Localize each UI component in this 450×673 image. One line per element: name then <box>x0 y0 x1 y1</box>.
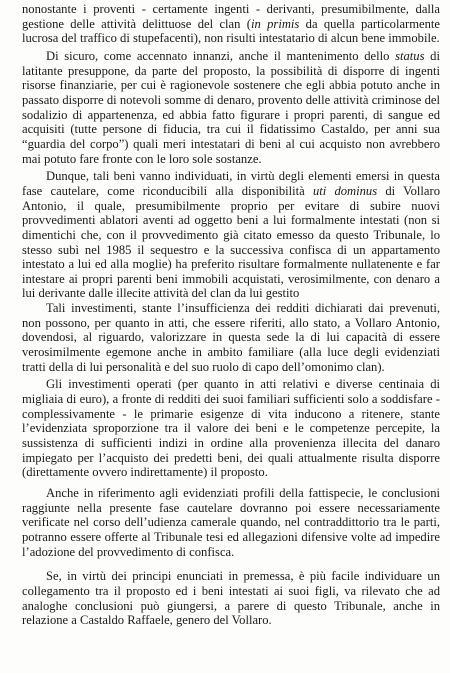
paragraph-1-text-a: nonostante i proventi - certamente ingenti - derivanti, presumibilmente, dalla gestione delle attività delittuose del clan ( <box>22 2 440 31</box>
paragraph-3-text-b: di Vollaro Antonio, il quale, presumibilmente proprio per evitare di subire nuovi provvedimenti ablatori aventi ad oggetto beni a lui formalmente intestati (non si dimentichi che, con il provvedimento già citato emesso da questo Tribunale, lo stesso subì nel 1985 il sequestro e la successiva confisca di un appartamento intestato a lui ed alla moglie) ha preferito risultare formalmente nullatenente e far intestare ai propri parenti beni immobili acquistati, verosimilmente, con denaro a lui derivante dalle illecite attività del clan da lui gestito <box>22 183 440 301</box>
paragraph-7: Se, in virtù dei principi enunciati in premessa, è più facile individuare un collegamento tra il proposto ed i beni intestati ai suoi figli, va rilevato che ad analoghe conclusioni può giungersi, a parere di questo Tribunale, anche in relazione a Castaldo Raffaele, genero del Vollaro. <box>22 569 440 628</box>
paragraph-2-text-b: di latitante presuppone, da parte del proposto, la possibilità di disporre di ingenti risorse finanziarie, per cui è ragionevole sostenere che egli abbia potuto anche in passato disporre di notevoli somme di denaro, provento delle attività criminose del sodalizio di appartenenza, ed abbia fatto figurare i propri parenti, di sangue ed acquisiti (tutte persone di fiducia, tra cui il fidatissimo Castaldo, per anni sua “guardia del corpo”) quali meri intestatari di beni al cui acquisto non avrebbero mai potuto fare fronte con le loro sole sostanze. <box>22 48 440 166</box>
paragraph-3 <box>22 169 440 301</box>
paragraph-2-italic: status <box>395 48 425 63</box>
paragraph-3-italic: uti dominus <box>312 183 378 198</box>
paragraph-1 <box>22 2 440 46</box>
paragraph-2-text-a: Di sicuro, come accennato innanzi, anche il mantenimento dello <box>46 48 396 63</box>
paragraph-1-italic: in primis <box>250 16 300 31</box>
paragraph-3-text-a: Dunque, tali beni vanno individuati, in virtù degli elementi emersi in questa fase cautelare, come riconducibili alla disponibilità <box>22 169 440 198</box>
paragraph-2 <box>22 49 440 166</box>
document-text <box>22 2 440 628</box>
paragraph-5: Gli investimenti operati (per quanto in atti relativi e diverse centinaia di migliaia di euro), a fronte di redditi dei suoi familiari sufficienti solo a soddisfare - complessivamente - le primarie esigenze di vita inducono a ritenere, stante l’evidenziata sproporzione tra il valore dei beni e le competenze percepite, la sussistenza di sufficienti indizi in ordine alla provenienza illecita del danaro impiegato per l’acquisto dei predetti beni, dei quali attualmente risulta disporre (direttamente ovvero indirettamente) il proposto. <box>22 377 440 480</box>
paragraph-6: Anche in riferimento agli evidenziati profili della fattispecie, le conclusioni raggiunte nella presente fase cautelare dovranno poi essere necessariamente verificate nel corso dell’udienza camerale quando, nel contraddittorio tra le parti, potranno essere offerte al Tribunale tesi ed allegazioni difensive volte ad impedire l’adozione del provvedimento di confisca. <box>22 486 440 559</box>
paragraph-1-text-b: da quella particolarmente lucrosa del traffico di stupefacenti), non risulti intestatario di alcun bene immobile. <box>22 16 441 46</box>
paragraph-4: Tali investimenti, stante l’insufficienza dei redditi dichiarati dai prevenuti, non possono, per quanto in atti, che essere riferiti, allo stato, a Vollaro Antonio, dovendosi, al riguardo, valorizzare in questa sede la di lui capacità di essere verosimilmente egemone anche in ambito familiare (alla luce degli evidenziati tratti della di lui personalità e del suo ruolo di capo dell’omonimo clan). <box>22 301 440 374</box>
